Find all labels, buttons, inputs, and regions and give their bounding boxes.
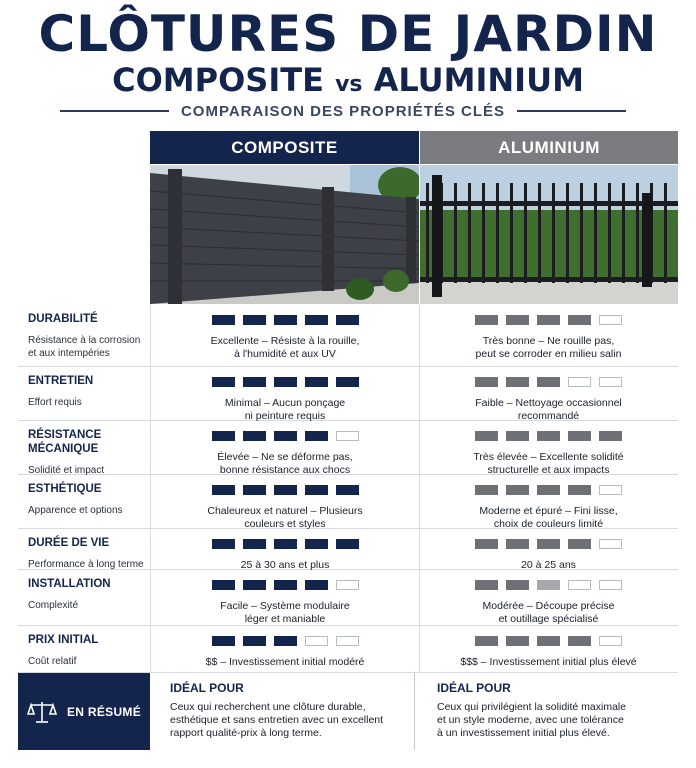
rating-square xyxy=(212,485,235,495)
composite-rating xyxy=(212,485,359,495)
column-header-composite: COMPOSITE xyxy=(150,131,419,164)
rating-square xyxy=(599,636,622,646)
row-title: DURABILITÉ xyxy=(28,313,98,325)
rating-square xyxy=(274,377,297,387)
row-label xyxy=(18,367,150,420)
aluminium-fence-image xyxy=(420,165,678,304)
composite-fence-image xyxy=(150,165,419,304)
rating-square xyxy=(243,377,266,387)
rating-square xyxy=(305,315,328,325)
rating-square xyxy=(599,377,622,387)
rating-square xyxy=(537,636,560,646)
subtitle-aluminium: ALUMINIUM xyxy=(373,61,584,99)
aluminium-rating xyxy=(475,539,622,549)
rating-square xyxy=(212,431,235,441)
rating-square xyxy=(243,315,266,325)
rating-square xyxy=(336,485,359,495)
aluminium-rating xyxy=(475,580,622,590)
rating-square xyxy=(568,431,591,441)
rating-square xyxy=(475,636,498,646)
row-subtitle: Coût relatif xyxy=(28,656,77,667)
composite-rating xyxy=(212,431,359,441)
composite-description: Élevée – Ne se déforme pas, bonne résistance aux chocs xyxy=(217,451,353,476)
rating-square xyxy=(568,377,591,387)
composite-rating xyxy=(212,315,359,325)
aluminium-description: Très élevée – Excellente solidité structurelle et aux impacts xyxy=(473,451,624,476)
aluminium-description: Faible – Nettoyage occasionnel recommandé xyxy=(475,397,622,422)
row-subtitle: Complexité xyxy=(28,600,79,611)
divider-left xyxy=(60,110,169,112)
aluminium-description: 20 à 25 ans xyxy=(521,559,576,571)
divider-right xyxy=(517,110,626,112)
table-row xyxy=(18,529,678,570)
aluminium-cell xyxy=(419,570,677,625)
row-subtitle: Solidité et impact xyxy=(28,465,105,476)
composite-cell xyxy=(150,305,419,366)
row-subtitle: Performance à long terme xyxy=(28,559,144,570)
subtitle-vs: vs xyxy=(335,72,363,97)
summary-composite-title: IDÉAL POUR xyxy=(170,681,244,695)
composite-rating xyxy=(212,539,359,549)
rating-square xyxy=(305,636,328,646)
rating-square xyxy=(305,485,328,495)
rating-square xyxy=(506,580,529,590)
row-subtitle: Apparence et options xyxy=(28,505,123,516)
rating-square xyxy=(599,315,622,325)
rating-square xyxy=(475,431,498,441)
rating-square xyxy=(599,485,622,495)
composite-description: Chaleureux et naturel – Plusieurs couleurs et styles xyxy=(207,505,363,530)
rating-square xyxy=(336,377,359,387)
summary-composite xyxy=(150,673,414,750)
rating-square xyxy=(212,636,235,646)
rating-square xyxy=(599,580,622,590)
rating-square xyxy=(274,539,297,549)
composite-rating xyxy=(212,636,359,646)
composite-cell xyxy=(150,421,419,474)
row-title: RÉSISTANCE MÉCANIQUE xyxy=(28,429,102,455)
rating-square xyxy=(599,431,622,441)
rating-square xyxy=(537,485,560,495)
aluminium-cell xyxy=(419,305,677,366)
aluminium-rating xyxy=(475,431,622,441)
rating-square xyxy=(475,539,498,549)
subtitle-composite: COMPOSITE xyxy=(112,61,324,99)
table-row xyxy=(18,421,678,475)
rating-square xyxy=(506,636,529,646)
rating-square xyxy=(506,315,529,325)
composite-cell xyxy=(150,475,419,528)
composite-description: Facile – Système modulaire léger et maniable xyxy=(220,600,350,625)
row-title: PRIX INITIAL xyxy=(28,634,99,646)
aluminium-cell xyxy=(419,475,677,528)
row-label xyxy=(18,421,150,474)
composite-rating xyxy=(212,377,359,387)
rating-square xyxy=(243,539,266,549)
rating-square xyxy=(568,315,591,325)
aluminium-cell xyxy=(419,529,677,569)
rating-square xyxy=(274,580,297,590)
composite-cell xyxy=(150,626,419,672)
row-label xyxy=(18,475,150,528)
aluminium-description: $$$ – Investissement initial plus élevé xyxy=(460,656,637,668)
table-row xyxy=(18,475,678,529)
rating-square xyxy=(568,539,591,549)
rating-square xyxy=(212,377,235,387)
table-row xyxy=(18,305,678,367)
rating-square xyxy=(336,539,359,549)
rating-square xyxy=(568,580,591,590)
rating-square xyxy=(475,485,498,495)
rating-square xyxy=(243,431,266,441)
row-title: DURÉE DE VIE xyxy=(28,537,110,549)
composite-cell xyxy=(150,529,419,569)
rating-square xyxy=(537,431,560,441)
composite-description: Minimal – Aucun ponçage ni peinture requis xyxy=(224,397,346,422)
scales-icon xyxy=(27,699,57,725)
summary-section xyxy=(18,672,678,750)
table-row xyxy=(18,626,678,673)
rating-square xyxy=(243,485,266,495)
rating-square xyxy=(243,580,266,590)
tagline-row xyxy=(60,96,626,126)
summary-composite-text: Ceux qui recherchent une clôture durable, esthétique et sans entretien avec un excellent rapport qualité-prix à long terme. xyxy=(170,701,384,739)
page-title: CLÔTURES DE JARDIN xyxy=(38,5,658,63)
column-header-aluminium: ALUMINIUM xyxy=(420,131,678,164)
rating-square xyxy=(212,580,235,590)
rating-square xyxy=(336,580,359,590)
rating-square xyxy=(537,377,560,387)
rating-square xyxy=(568,636,591,646)
row-label xyxy=(18,305,150,366)
aluminium-cell xyxy=(419,367,677,420)
table-row xyxy=(18,570,678,626)
rating-square xyxy=(305,431,328,441)
aluminium-rating xyxy=(475,377,622,387)
row-subtitle: Effort requis xyxy=(28,397,82,408)
composite-cell xyxy=(150,570,419,625)
tagline: COMPARAISON DES PROPRIÉTÉS CLÉS xyxy=(180,102,506,120)
row-title: ENTRETIEN xyxy=(28,375,94,387)
rating-square xyxy=(475,377,498,387)
row-subtitle: Résistance à la corrosion et aux intempéries xyxy=(28,335,141,359)
rating-square xyxy=(305,539,328,549)
summary-label-text: EN RÉSUMÉ xyxy=(66,704,142,719)
rating-square xyxy=(537,539,560,549)
rating-square xyxy=(274,485,297,495)
rating-square xyxy=(212,315,235,325)
aluminium-cell xyxy=(419,626,677,672)
rating-square xyxy=(212,539,235,549)
row-title: ESTHÉTIQUE xyxy=(28,483,102,495)
composite-description: 25 à 30 ans et plus xyxy=(240,559,330,571)
rating-square xyxy=(243,636,266,646)
aluminium-rating xyxy=(475,315,622,325)
rating-square xyxy=(506,431,529,441)
row-label xyxy=(18,570,150,625)
summary-label xyxy=(18,673,150,750)
rating-square xyxy=(336,315,359,325)
composite-cell xyxy=(150,367,419,420)
aluminium-description: Moderne et épuré – Fini lisse, choix de couleurs limité xyxy=(479,505,618,530)
rating-square xyxy=(506,539,529,549)
rating-square xyxy=(599,539,622,549)
rating-square xyxy=(336,431,359,441)
rating-square xyxy=(568,485,591,495)
aluminium-cell xyxy=(419,421,677,474)
rating-square xyxy=(274,315,297,325)
rating-square xyxy=(506,377,529,387)
summary-aluminium-text: Ceux qui privilégient la solidité maximale et un style moderne, avec une tolérance à un investissement initial plus élevé. xyxy=(437,701,627,739)
rating-square xyxy=(537,315,560,325)
rating-square xyxy=(274,636,297,646)
comparison-table xyxy=(18,305,678,673)
rating-square xyxy=(305,580,328,590)
row-title: INSTALLATION xyxy=(28,578,111,590)
summary-aluminium-title: IDÉAL POUR xyxy=(437,681,511,695)
row-label xyxy=(18,529,150,569)
rating-square xyxy=(506,485,529,495)
aluminium-description: Très bonne – Ne rouille pas, peut se corroder en milieu salin xyxy=(475,335,622,360)
rating-square xyxy=(305,377,328,387)
rating-square xyxy=(537,580,560,590)
rating-square xyxy=(475,315,498,325)
rating-square xyxy=(475,580,498,590)
rating-square xyxy=(274,431,297,441)
composite-rating xyxy=(212,580,359,590)
table-row xyxy=(18,367,678,421)
row-label xyxy=(18,626,150,672)
aluminium-rating xyxy=(475,636,622,646)
summary-aluminium xyxy=(414,673,678,750)
composite-description: $$ – Investissement initial modéré xyxy=(205,656,365,668)
aluminium-description: Modérée – Découpe précise et outillage spécialisé xyxy=(482,600,615,625)
composite-description: Excellente – Résiste à la rouille, à l'humidité et aux UV xyxy=(210,335,360,360)
aluminium-rating xyxy=(475,485,622,495)
rating-square xyxy=(336,636,359,646)
